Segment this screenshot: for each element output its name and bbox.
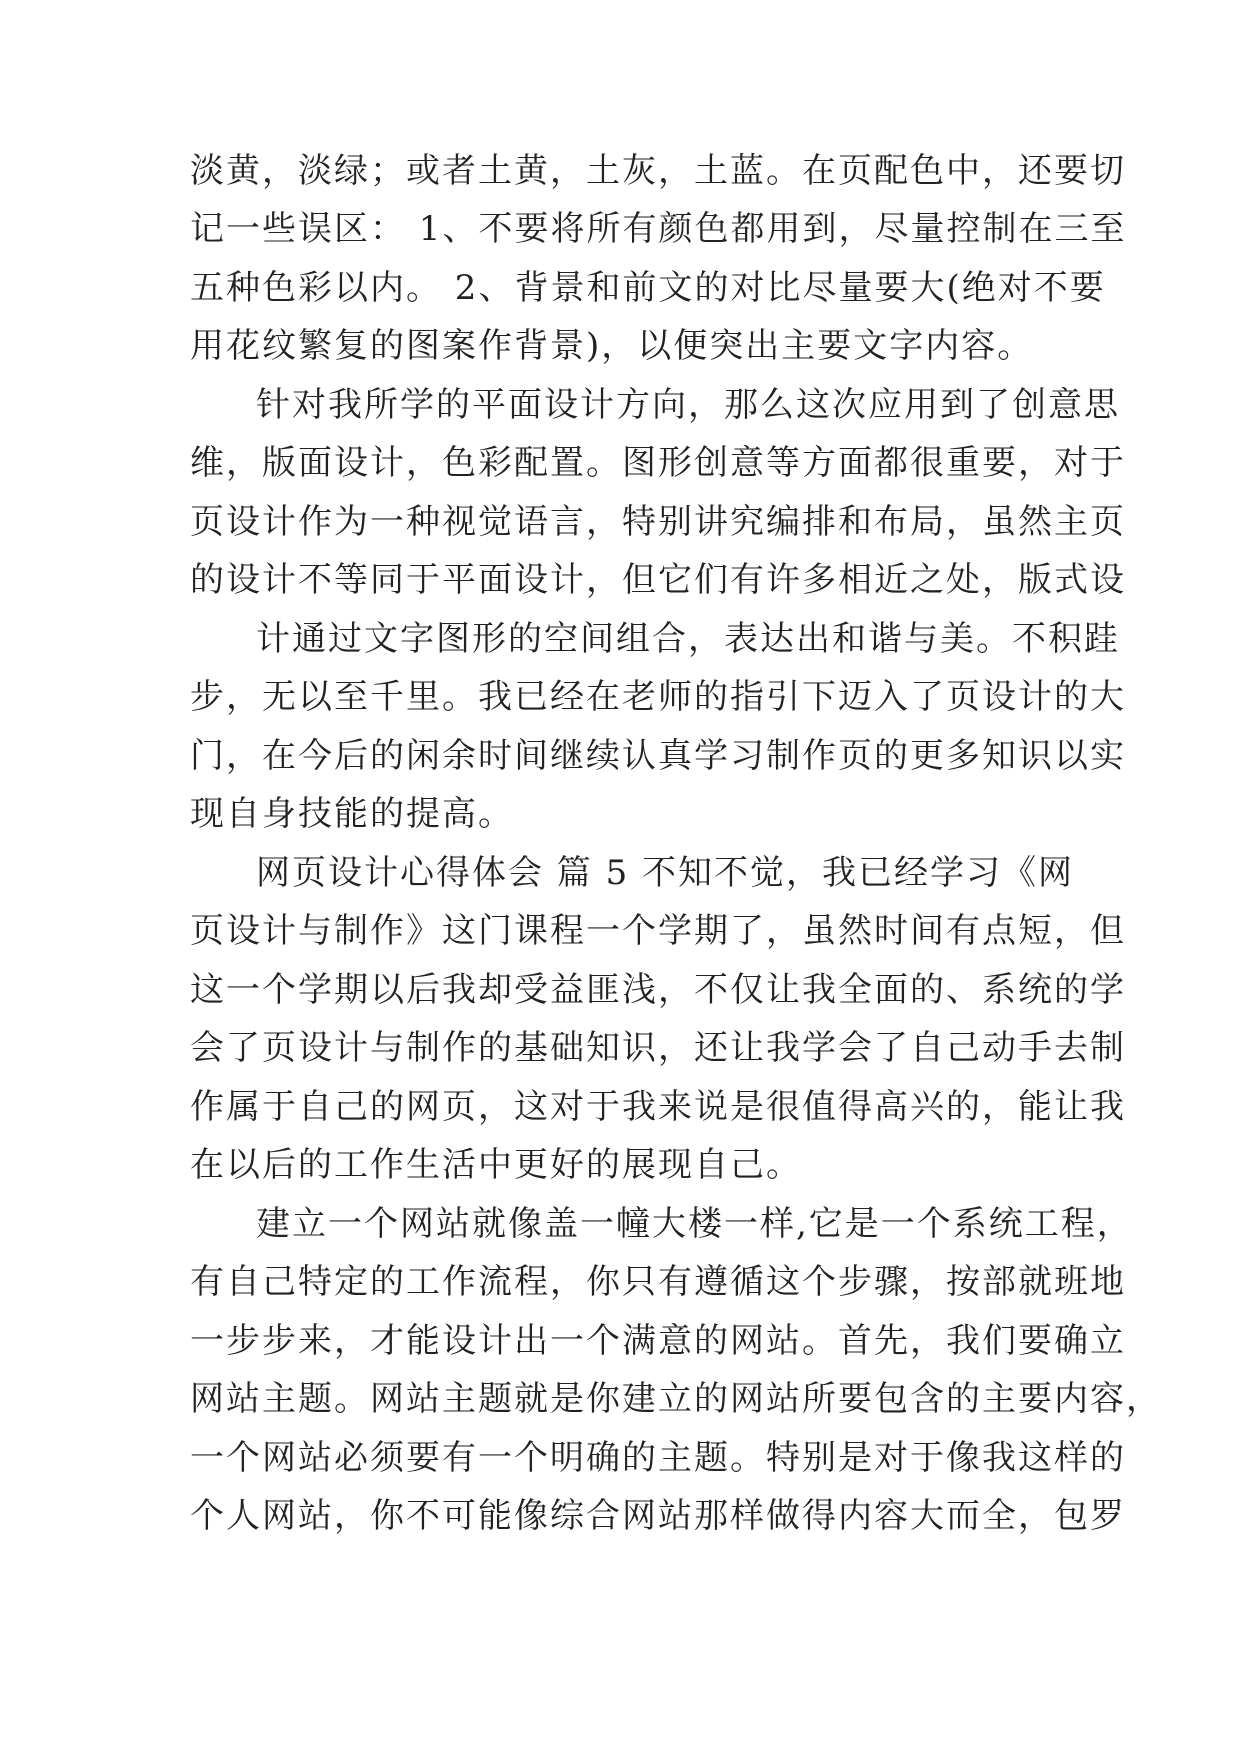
text-line: 这一个学期以后我却受益匪浅，不仅让我全面的、系统的学 [190,970,1126,1010]
paragraph-start-line: 针对我所学的平面设计方向，那么这次应用到了创意思 [256,385,1120,425]
text-line: 页设计作为一种视觉语言，特别讲究编排和布局，虽然主页 [190,502,1126,542]
text-line: 有自己特定的工作流程，你只有遵循这个步骤，按部就班地 [190,1262,1126,1302]
text-line: 在以后的工作生活中更好的展现自己。 [190,1145,802,1185]
text-line: 个人网站，你不可能像综合网站那样做得内容大而全，包罗 [190,1496,1126,1536]
text-line: 的设计不等同于平面设计，但它们有许多相近之处，版式设 [190,560,1126,600]
section-heading-line: 网页设计心得体会 篇 5 不知不觉，我已经学习《网 [256,853,1075,893]
paragraph-start-line: 计通过文字图形的空间组合，表达出和谐与美。不积跬 [256,619,1120,659]
text-line: 现自身技能的提高。 [190,794,514,834]
text-line: 会了页设计与制作的基础知识，还让我学会了自己动手去制 [190,1028,1126,1068]
text-line: 步，无以至千里。我已经在老师的指引下迈入了页设计的大 [190,677,1126,717]
text-line: 维，版面设计，色彩配置。图形创意等方面都很重要，对于 [190,443,1126,483]
text-line: 作属于自己的网页，这对于我来说是很值得高兴的，能让我 [190,1087,1126,1127]
text-line: 五种色彩以内。 2、背景和前文的对比尽量要大(绝对不要 [190,268,1106,308]
text-line: 页设计与制作》这门课程一个学期了，虽然时间有点短，但 [190,911,1126,951]
text-line: 淡黄，淡绿；或者土黄，土灰，土蓝。在页配色中，还要切 [190,151,1126,191]
text-line: 用花纹繁复的图案作背景)，以便突出主要文字内容。 [190,326,1034,366]
paragraph-start-line: 建立一个网站就像盖一幢大楼一样,它是一个系统工程， [256,1204,1133,1244]
text-line: 记一些误区： 1、不要将所有颜色都用到，尽量控制在三至 [190,209,1127,249]
text-line: 一步步来，才能设计出一个满意的网站。首先，我们要确立 [190,1321,1126,1361]
text-line: 网站主题。网站主题就是你建立的网站所要包含的主要内容， [190,1379,1162,1419]
text-line: 门，在今后的闲余时间继续认真学习制作页的更多知识以实 [190,736,1126,776]
text-line: 一个网站必须要有一个明确的主题。特别是对于像我这样的 [190,1438,1126,1478]
